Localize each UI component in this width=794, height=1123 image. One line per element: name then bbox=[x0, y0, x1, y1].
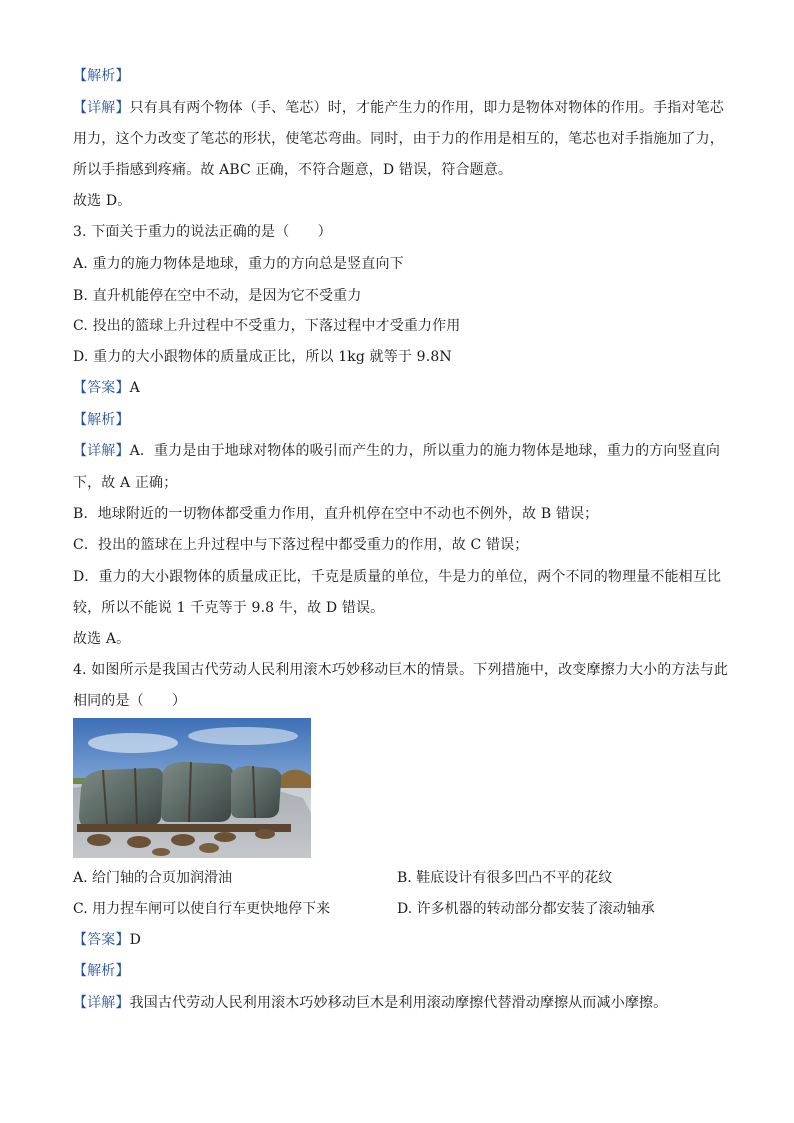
rolling-logs-photo bbox=[73, 718, 311, 858]
option-c: C. 投出的篮球上升过程中不受重力，下落过程中才受重力作用 bbox=[73, 318, 461, 334]
answer-label: 【答案】 bbox=[73, 380, 130, 396]
detail-label: 【详解】 bbox=[73, 443, 130, 459]
answer-value: D bbox=[129, 932, 141, 948]
question-stem: 3. 下面关于重力的说法正确的是（ ） bbox=[73, 224, 332, 240]
detail-line bbox=[73, 994, 667, 1012]
analysis-label: 【解析】 bbox=[73, 412, 130, 428]
option-b: B. 鞋底设计有很多凹凸不平的花纹 bbox=[397, 870, 613, 886]
option-a: A. 重力的施力物体是地球，重力的方向总是竖直向下 bbox=[73, 256, 404, 272]
analysis-label: 【解析】 bbox=[73, 963, 130, 979]
answer-label: 【答案】 bbox=[73, 932, 130, 948]
detail-line: 所以手指感到疼痛。故 ABC 正确，不符合题意，D 错误，符合题意。 bbox=[73, 162, 513, 178]
detail-line: 用力，这个力改变了笔芯的形状，使笔芯弯曲。同时，由于力的作用是相互的，笔芯也对手指施加了力， bbox=[73, 131, 724, 147]
conclusion: 故选 D。 bbox=[73, 193, 132, 209]
option-a: A. 给门轴的合页加润滑油 bbox=[73, 870, 233, 886]
answer-value: A bbox=[129, 380, 140, 396]
detail-line: 较，所以不能说 1 千克等于 9.8 牛，故 D 错误。 bbox=[73, 600, 385, 616]
detail-text: 只有具有两个物体（手、笔芯）时，才能产生力的作用，即力是物体对物体的作用。手指对笔芯 bbox=[129, 100, 724, 116]
detail-line: C．投出的篮球在上升过程中与下落过程中都受重力的作用，故 C 错误； bbox=[73, 537, 529, 553]
detail-label: 【详解】 bbox=[73, 100, 130, 116]
detail-text: A．重力是由于地球对物体的吸引而产生的力，所以重力的施力物体是地球，重力的方向竖直向 bbox=[129, 443, 721, 459]
option-b: B. 直升机能停在空中不动，是因为它不受重力 bbox=[73, 288, 362, 304]
detail-line bbox=[73, 442, 720, 460]
option-c: C. 用力捏车闸可以使自行车更快地停下来 bbox=[73, 901, 331, 917]
analysis-label: 【解析】 bbox=[73, 68, 130, 84]
conclusion: 故选 A。 bbox=[73, 631, 131, 647]
answer-line bbox=[73, 379, 140, 397]
detail-label: 【详解】 bbox=[73, 995, 130, 1011]
option-d: D. 许多机器的转动部分都安装了滚动轴承 bbox=[397, 901, 655, 917]
option-d: D. 重力的大小跟物体的质量成正比，所以 1kg 就等于 9.8N bbox=[73, 349, 452, 365]
detail-text: 我国古代劳动人民利用滚木巧妙移动巨木是利用滚动摩擦代替滑动摩擦从而减小摩擦。 bbox=[129, 995, 668, 1011]
question-stem: 相同的是（ ） bbox=[73, 693, 187, 709]
detail-line bbox=[73, 99, 724, 117]
detail-line: D．重力的大小跟物体的质量成正比，千克是质量的单位，牛是力的单位，两个不同的物理量不能相互比 bbox=[73, 569, 722, 585]
question-stem: 4. 如图所示是我国古代劳动人民利用滚木巧妙移动巨木的情景。下列措施中，改变摩擦力大小的方法与此 bbox=[73, 662, 729, 678]
answer-line bbox=[73, 931, 141, 949]
detail-line: B．地球附近的一切物体都受重力作用，直升机停在空中不动也不例外，故 B 错误； bbox=[73, 506, 599, 522]
detail-line: 下，故 A 正确； bbox=[73, 475, 178, 491]
